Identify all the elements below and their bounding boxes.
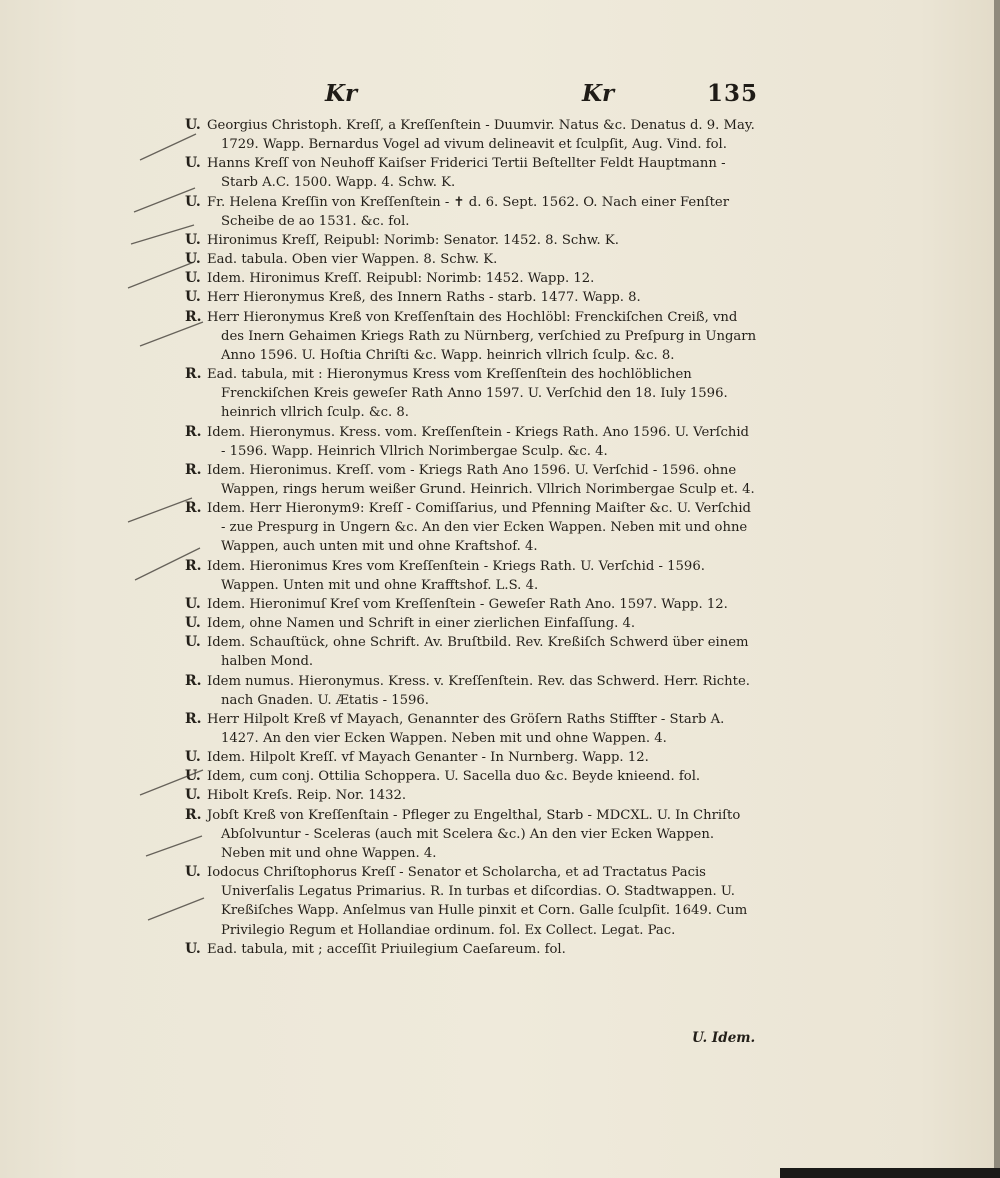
entry-text: Hanns Kreſſ von Neuhoff Kaiſser Friderici Tertii Beſtellter Feldt Hauptmann - Starb A.C. 1500. Wapp. 4. Schw. K.	[207, 156, 726, 191]
entry-side-mark: R.	[185, 461, 202, 478]
entry-text: Idem, ohne Namen und Schrift in einer zierlichen Einfaſſung. 4.	[207, 616, 636, 632]
page-number: 135	[707, 80, 759, 107]
entry-text: Georgius Christoph. Kreſſ, a Kreſſenſtein - Duumvir. Natus &c. Denatus d. 9. May. 1729. Wapp. Bernardus Vogel ad vivum delineavit et ſculpſit, Aug. Vind. fol.	[207, 118, 755, 153]
entry-text: Idem. Hieronimuſ Kreſ vom Kreſſenſtein - Geweſer Rath Ano. 1597. Wapp. 12.	[207, 596, 728, 612]
entry-text: Herr Hilpolt Kreß vf Mayach, Genannter des Gröſern Raths Stiffter - Starb A. 1427. An den vier Ecken Wappen. Neben mit und ohne Wappen. 4.	[207, 711, 725, 746]
entry-side-mark: U.	[185, 634, 201, 651]
pencil-mark	[128, 498, 192, 522]
header-center-catch: Kr	[582, 80, 615, 107]
entry-text: Ead. tabula. Oben vier Wappen. 8. Schw. K.	[207, 252, 498, 268]
catalog-entry	[185, 423, 757, 461]
catalog-entry	[185, 193, 757, 231]
entry-text: Idem. Hieronimus. Kreſſ. vom - Kriegs Rath Ano 1596. U. Verſchid - 1596. ohne Wappen, rings herum weißer Grund. Heinrich. Vllrich Norimbergae Sculp et. 4.	[207, 462, 755, 497]
entry-text: Hironimus Kreſſ, Reipubl: Norimb: Senator. 1452. 8. Schw. K.	[207, 232, 619, 248]
entry-side-mark: R.	[185, 672, 202, 689]
page-edge-shadow	[994, 0, 1000, 1178]
catalog-entry	[185, 595, 757, 614]
entry-text: Hibolt Kreſs. Reip. Nor. 1432.	[207, 788, 407, 804]
entry-text: Herr Hieronymus Kreß, des Innern Raths - starb. 1477. Wapp. 8.	[207, 290, 641, 306]
catalog-entry	[185, 710, 757, 748]
catalog-entry	[185, 365, 757, 422]
entry-side-mark: R.	[185, 308, 202, 325]
entry-side-mark: U.	[185, 940, 201, 957]
entry-text: Idem, cum conj. Ottilia Schoppera. U. Sacella duo &c. Beyde knieend. fol.	[207, 769, 701, 785]
catalog-entry	[185, 499, 757, 556]
entry-side-mark: R.	[185, 557, 202, 574]
catalog-entry	[185, 288, 757, 307]
entry-side-mark: U.	[185, 251, 201, 268]
entry-side-mark: R.	[185, 423, 202, 440]
entry-side-mark: U.	[185, 787, 201, 804]
entry-text: Idem. Hironimus Kreſſ. Reipubl: Norimb: 1452. Wapp. 12.	[207, 271, 595, 287]
catalog-entry	[185, 557, 757, 595]
entry-text: Idem. Hieronimus Kres vom Kreſſenſtein - Kriegs Rath. U. Verſchid - 1596. Wappen. Unten mit und ohne Krafftshof. L.S. 4.	[207, 558, 705, 593]
entry-side-mark: R.	[185, 500, 202, 517]
entry-text: Iodocus Chriſtophorus Kreſſ - Senator et Scholarcha, et ad Tractatus Pacis Univerſalis Legatus Primarius. R. In turbas et diſcordias. O. Stadtwappen. U. Kreßiſches Wapp. Anſelmus van Hulle pinxit et Corn. Galle ſculpſit. 1649. Cum Privilegio Regum et Hollandiae ordinum. fol. Ex Collect. Legat. Pac.	[207, 865, 748, 938]
entry-text: Fr. Helena Kreſſin von Kreſſenſtein - ✝ d. 6. Sept. 1562. O. Nach einer Fenſter Scheibe de ao 1531. &c. fol.	[207, 194, 729, 229]
running-header	[0, 80, 1000, 110]
catalog-entry	[185, 154, 757, 192]
catalog-entry	[185, 672, 757, 710]
entry-side-mark: R.	[185, 366, 202, 383]
entry-side-mark: U.	[185, 193, 201, 210]
entry-side-mark: R.	[185, 710, 202, 727]
entry-side-mark: U.	[185, 749, 201, 766]
catalog-entries	[185, 116, 757, 959]
catalog-entry	[185, 231, 757, 250]
catalog-entry	[185, 614, 757, 633]
entry-side-mark: U.	[185, 155, 201, 172]
entry-text: Herr Hieronymus Kreß von Kreſſenſtain des Hochlöbl: Frenckiſchen Creiß, vnd des Inern Gehaimen Kriegs Rath zu Nürnberg, verſchied zu Preſpurg in Ungarn Anno 1596. U. Hoſtia Chriſti &c. Wapp. heinrich vllrich ſculp. &c. 8.	[207, 309, 757, 363]
catalog-entry	[185, 250, 757, 269]
entry-side-mark: R.	[185, 806, 202, 823]
entry-side-mark: U.	[185, 864, 201, 881]
entry-side-mark: U.	[185, 768, 201, 785]
catchword: U. Idem.	[692, 1030, 756, 1046]
catalog-entry	[185, 633, 757, 671]
entry-text: Idem numus. Hieronymus. Kress. v. Kreſſenſtein. Rev. das Schwerd. Herr. Richte. nach Gnaden. U. Ætatis - 1596.	[207, 673, 750, 708]
catalog-entry	[185, 806, 757, 863]
entry-side-mark: U.	[185, 270, 201, 287]
entry-text: Idem. Herr Hieronym9: Kreſſ - Comiſſarius, und Pfenning Maiſter &c. U. Verſchid - zue Prespurg in Ungern &c. An den vier Ecken Wappen. Neben mit und ohne Wappen, auch unten mit und ohne Kraftshof. 4.	[207, 501, 752, 555]
entry-text: Idem. Hilpolt Kreſſ. vf Mayach Genanter - In Nurnberg. Wapp. 12.	[207, 750, 649, 766]
catalog-entry	[185, 863, 757, 940]
entry-text: Idem. Schauſtück, ohne Schrift. Av. Bruſtbild. Rev. Kreßiſch Schwerd über einem halben Mond.	[207, 635, 749, 670]
entry-side-mark: U.	[185, 615, 201, 632]
entry-text: Jobſt Kreß von Kreſſenſtain - Pfleger zu Engelthal, Starb - MDCXL. U. In Chriſto Abſolvuntur - Sceleras (auch mit Scelera &c.) An den vier Ecken Wappen. Neben mit und ohne Wappen. 4.	[207, 807, 741, 861]
entry-side-mark: U.	[185, 117, 201, 133]
entry-text: Idem. Hieronymus. Kress. vom. Kreſſenſtein - Kriegs Rath. Ano 1596. U. Verſchid - 1596. Wapp. Heinrich Vllrich Norimbergae Sculp. &c. 4.	[207, 424, 749, 459]
catalog-entry	[185, 940, 757, 959]
entry-text: Ead. tabula, mit ; acceſſit Priuilegium Caeſareum. fol.	[207, 941, 566, 957]
catalog-entry	[185, 748, 757, 767]
entry-text: Ead. tabula, mit : Hieronymus Kress vom Kreſſenſtein des hochlöblichen Frenckiſchen Kreis geweſer Rath Anno 1597. U. Verſchid den 18. Iuly 1596. heinrich vllrich ſculp. &c. 8.	[207, 367, 728, 421]
entry-side-mark: U.	[185, 289, 201, 306]
header-left-catch: Kr	[325, 80, 358, 107]
catalog-entry	[185, 786, 757, 805]
catalog-entry	[185, 308, 757, 365]
catalog-entry	[185, 767, 757, 786]
catalog-entry	[185, 461, 757, 499]
catalog-entry	[185, 116, 757, 154]
entry-side-mark: U.	[185, 231, 201, 248]
entry-side-mark: U.	[185, 595, 201, 612]
scan-border	[780, 1168, 1000, 1178]
catalog-entry	[185, 269, 757, 288]
